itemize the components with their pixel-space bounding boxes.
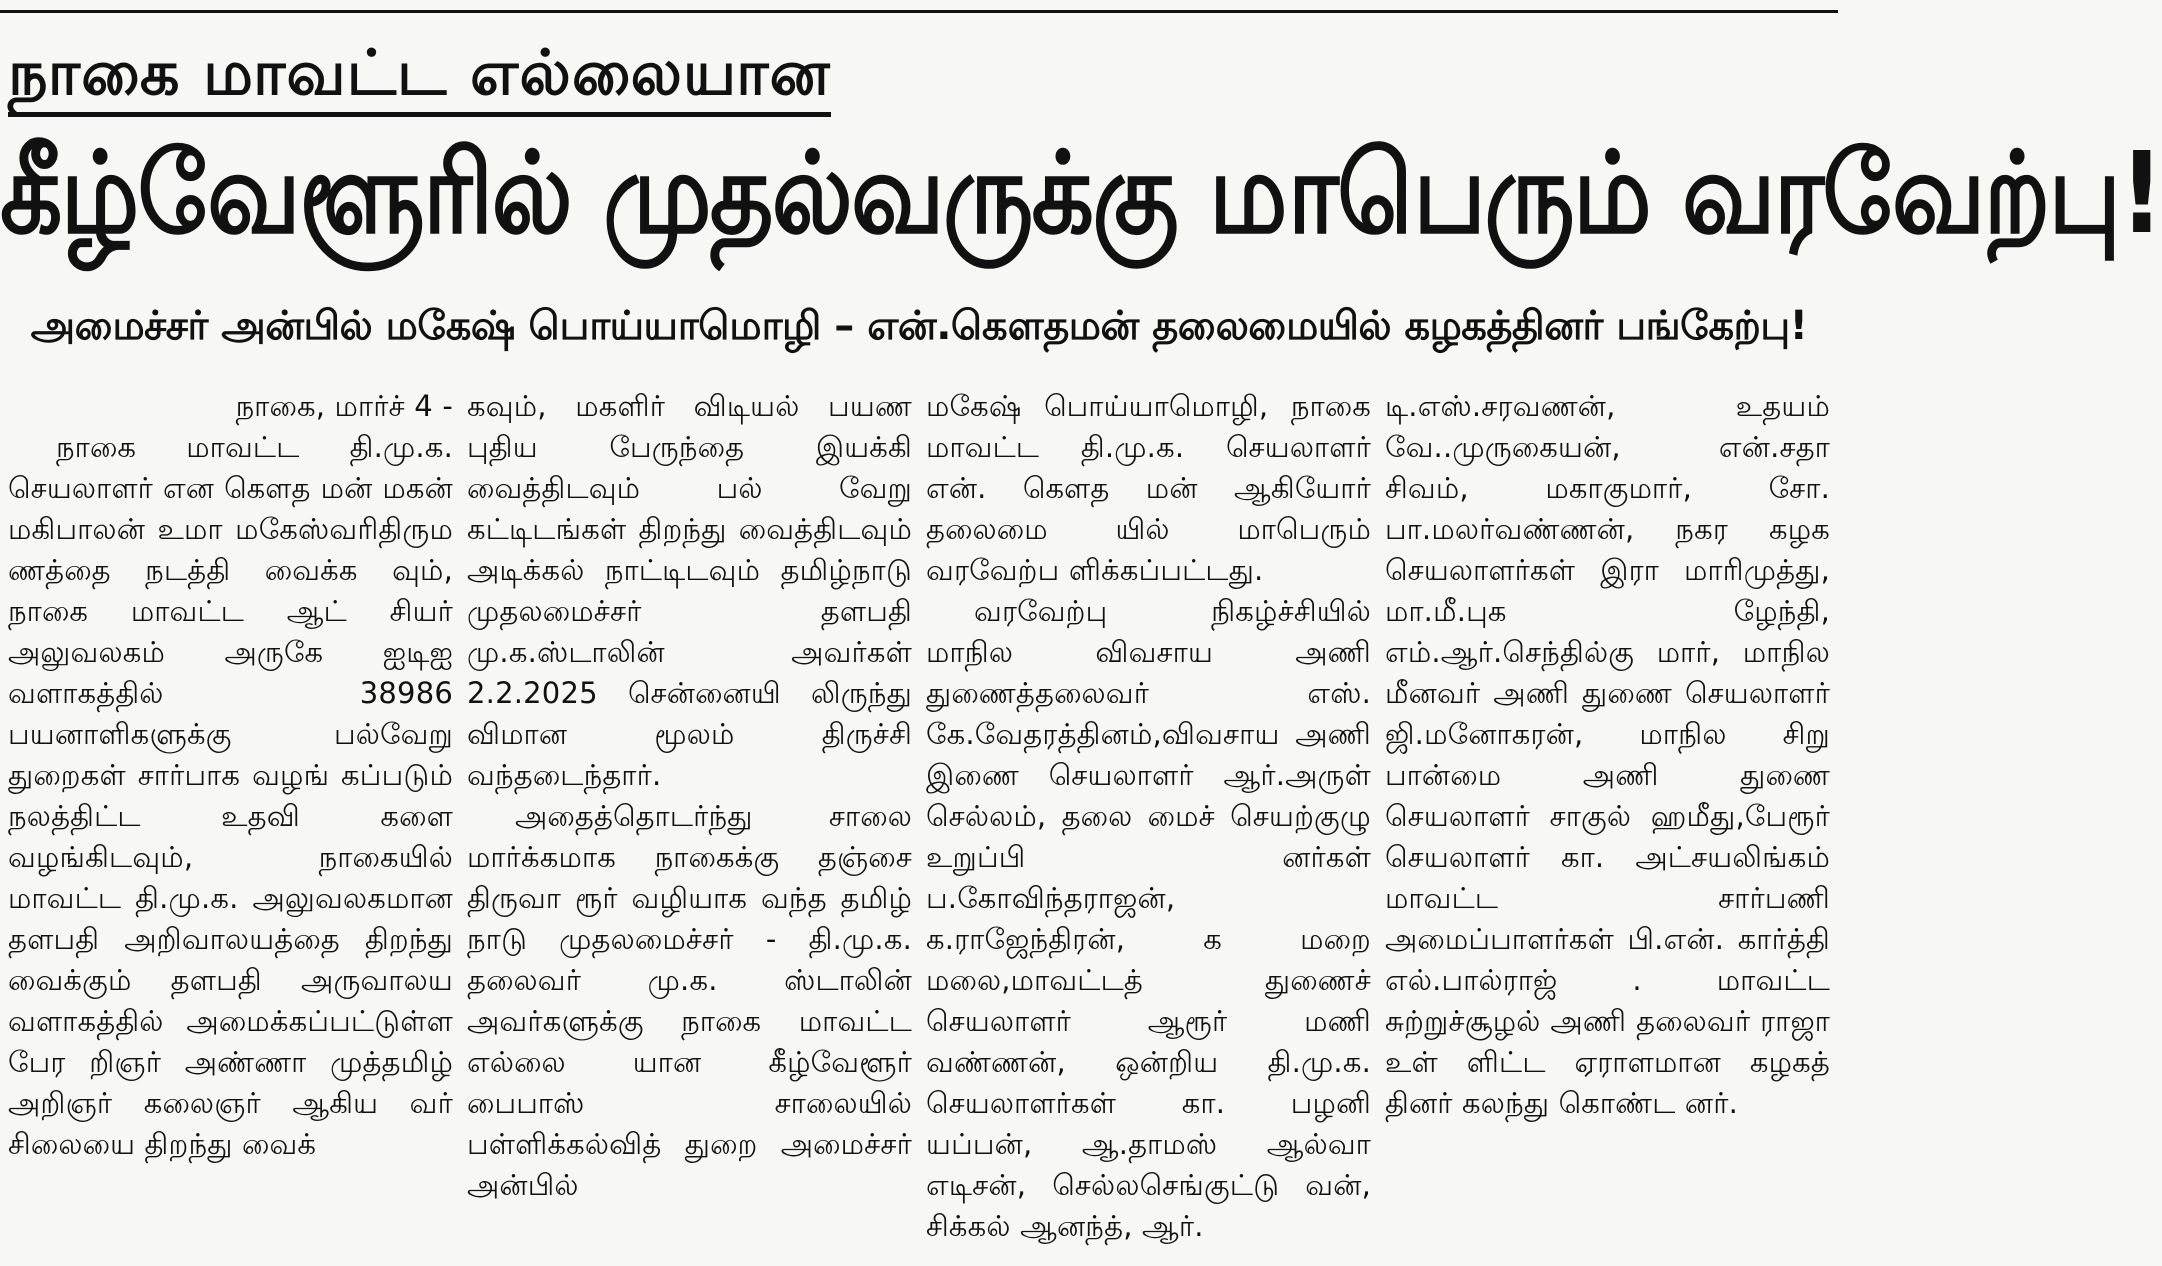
top-border-rule [0, 0, 1838, 13]
paragraph: நாகை மாவட்ட தி.மு.க. செயலாளர் என கௌத மன் மகன் மகிபாலன் உமா மகேஸ்வரிதிரும ணத்தை நடத்தி வைக்க வும், நாகை மாவட்ட ஆட் சியர் அலுவலகம் அருகே ஐடிஐ வளாகத்தில் 38986 பயனாளிகளுக்கு பல்வேறு துறைகள் சார்பாக வழங் கப்படும் நலத்திட்ட உதவி களை வழங்கிடவும், நாகையில் மாவட்ட தி.மு.க. அலுவலகமான தளபதி அறிவாலயத்தை திறந்து வைக்கும் தளபதி அருவாலய வளாகத்தில் அமைக்கப்பட்டுள்ள பேர றிஞர் அண்ணா முத்தமிழ் அறிஞர் கலைஞர் ஆகிய வர் சிலையை திறந்து வைக் [8, 430, 453, 1161]
paragraph: அதைத்தொடர்ந்து சாலை மார்க்கமாக நாகைக்கு தஞ்சை திருவா ரூர் வழியாக வந்த தமிழ் நாடு முதலமைச்சர் - தி.மு.க. தலைவர் மு.க. ஸ்டாலின் அவர்களுக்கு நாகை மாவட்ட எல்லை யான கீழ்வேளூர் பைபாஸ் சாலையில் பள்ளிக்கல்வித் துறை அமைச்சர் அன்பில் [467, 799, 912, 1202]
article-subhead: அமைச்சர் அன்பில் மகேஷ் பொய்யாமொழி – என்.கௌதமன் தலைமையில் கழகத்தினர் பங்கேற்பு! [30, 303, 1808, 349]
paragraph: டி.எஸ்.சரவணன், உதயம் வே..முருகையன், என்.சதா சிவம், மகாகுமார், சோ. பா.மலர்வண்ணன், நகர கழக செயலாளர்கள் இரா மாரிமுத்து, மா.மீ.புக ழேந்தி, எம்.ஆர்.செந்தில்கு மார், மாநில மீனவர் அணி துணை செயலாளர் ஜி.மனோகரன், மாநில சிறு பான்மை அணி துணை செயலாளர் சாகுல் ஹமீது,பேரூர் செயலாளர் கா. அட்சயலிங்கம் மாவட்ட சார்பணி அமைப்பாளர்கள் பி.என். கார்த்தி எல்.பால்ராஜ் . மாவட்ட சுற்றுச்சூழல் அணி தலைவர் ராஜா உள் ளிட்ட ஏராளமான கழகத் தினர் கலந்து கொண்ட னர். [1385, 389, 1830, 1120]
article-kicker: நாகை மாவட்ட எல்லையான [8, 38, 831, 117]
paragraph: கவும், மகளிர் விடியல் பயண புதிய பேருந்தை இயக்கி வைத்திடவும் பல் வேறு கட்டிடங்கள் திறந்து வைத்திடவும் அடிக்கல் நாட்டிடவும் தமிழ்நாடு முதலமைச்சர் தளபதி மு.க.ஸ்டாலின் அவர்கள் 2.2.2025 சென்னையி லிருந்து விமான மூலம் திருச்சி வந்தடைந்தார். [467, 389, 912, 792]
article-body [8, 386, 1830, 1258]
article-headline: கீழ்வேளூரில் முதல்வருக்கு மாபெரும் வரவேற்பு! [0, 128, 2162, 260]
paragraph: வரவேற்பு நிகழ்ச்சியில் மாநில விவசாய அணி துணைத்தலைவர் எஸ். கே.வேதரத்தினம்,விவசாய அணி இணை செயலாளர் ஆர்.அருள் செல்லம், தலை மைச் செயற்குழு உறுப்பி னர்கள் ப.கோவிந்தராஜன், க.ராஜேந்திரன், க மறை மலை,மாவட்டத் துணைச் செயலாளர் ஆரூர் மணி வண்ணன், ஒன்றிய தி.மு.க. செயலாளர்கள் கா. பழனி யப்பன், ஆ.தாமஸ் ஆல்வா எடிசன், செல்லசெங்குட்டு வன், சிக்கல் ஆனந்த், ஆர். [926, 594, 1371, 1243]
column-3 [926, 386, 1371, 1258]
dateline: நாகை, மார்ச் 4 - [235, 389, 453, 423]
paragraph: மகேஷ் பொய்யாமொழி, நாகை மாவட்ட தி.மு.க. செயலாளர் என். கௌத மன் ஆகியோர் தலைமை யில் மாபெரும் வரவேற்ப ளிக்கப்பட்டது. [926, 389, 1371, 587]
column-2 [467, 386, 912, 1258]
column-1 [8, 386, 453, 1258]
column-4 [1385, 386, 1830, 1258]
